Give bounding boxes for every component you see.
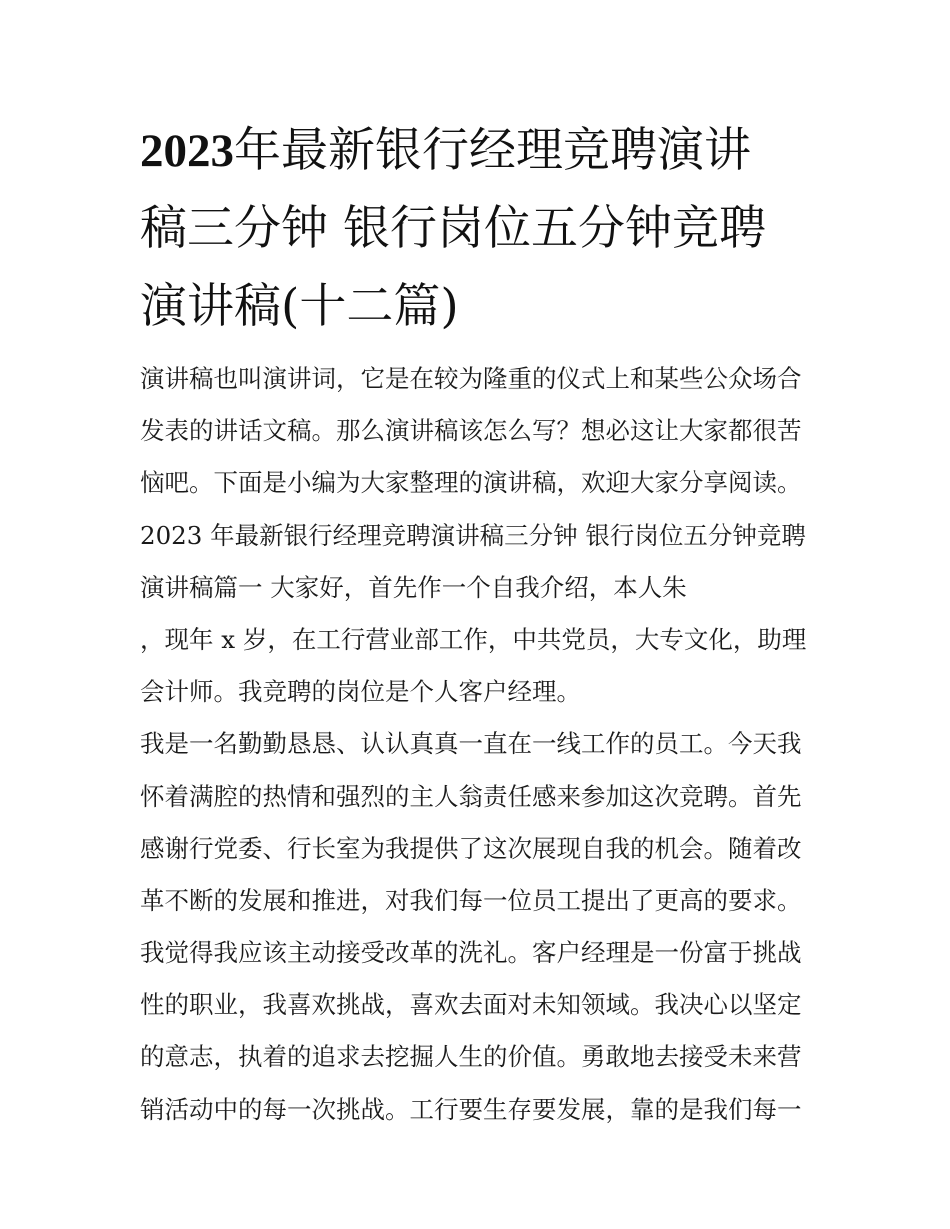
body-line: 会计师。我竞聘的岗位是个人客户经理。: [140, 677, 581, 707]
body-line: 感谢行党委、行长室为我提供了这次展现自我的机会。随着改: [140, 833, 802, 863]
body-line: 的意志，执着的追求去挖掘人生的价值。勇敢地去接受未来营: [140, 1042, 802, 1072]
body-line: 性的职业，我喜欢挑战，喜欢去面对未知领域。我决心以坚定: [140, 990, 802, 1020]
body-line: 演讲稿篇一 大家好，首先作一个自我介绍，本人朱: [140, 572, 687, 602]
body-line: 怀着满腔的热情和强烈的主人翁责任感来参加这次竞聘。首先: [140, 781, 802, 811]
body-line: 革不断的发展和推进，对我们每一位员工提出了更高的要求。: [140, 885, 802, 915]
title-text: 稿三分钟 银行岗位五分钟竞聘: [140, 201, 766, 256]
document-body: [140, 353, 830, 1136]
body-line: 销活动中的每一次挑战。工行要生存要发展，靠的是我们每一: [140, 1094, 802, 1124]
title-line: [140, 190, 820, 268]
body-line: 2023 年最新银行经理竞聘演讲稿三分钟 银行岗位五分钟竞聘: [140, 520, 806, 550]
document-title: [140, 112, 820, 346]
title-text: 年最新银行经理竞聘演讲: [234, 123, 751, 178]
body-line: 我觉得我应该主动接受改革的洗礼。客户经理是一份富于挑战: [140, 938, 802, 968]
title-line: [140, 268, 820, 346]
title-line: [140, 112, 820, 190]
body-line: 演讲稿也叫演讲词，它是在较为隆重的仪式上和某些公众场合: [140, 364, 802, 393]
title-text: 演讲稿(十二篇): [140, 279, 459, 334]
body-line: ，现年 x 岁，在工行营业部工作，中共党员，大专文化，助理: [140, 624, 807, 654]
body-line: 恼吧。下面是小编为大家整理的演讲稿，欢迎大家分享阅读。: [140, 468, 802, 498]
body-line: 发表的讲话文稿。那么演讲稿该怎么写？想必这让大家都很苦: [140, 416, 802, 446]
body-line: 我是一名勤勤恳恳、认认真真一直在一线工作的员工。今天我: [140, 729, 802, 759]
title-year: 2023: [140, 125, 234, 177]
